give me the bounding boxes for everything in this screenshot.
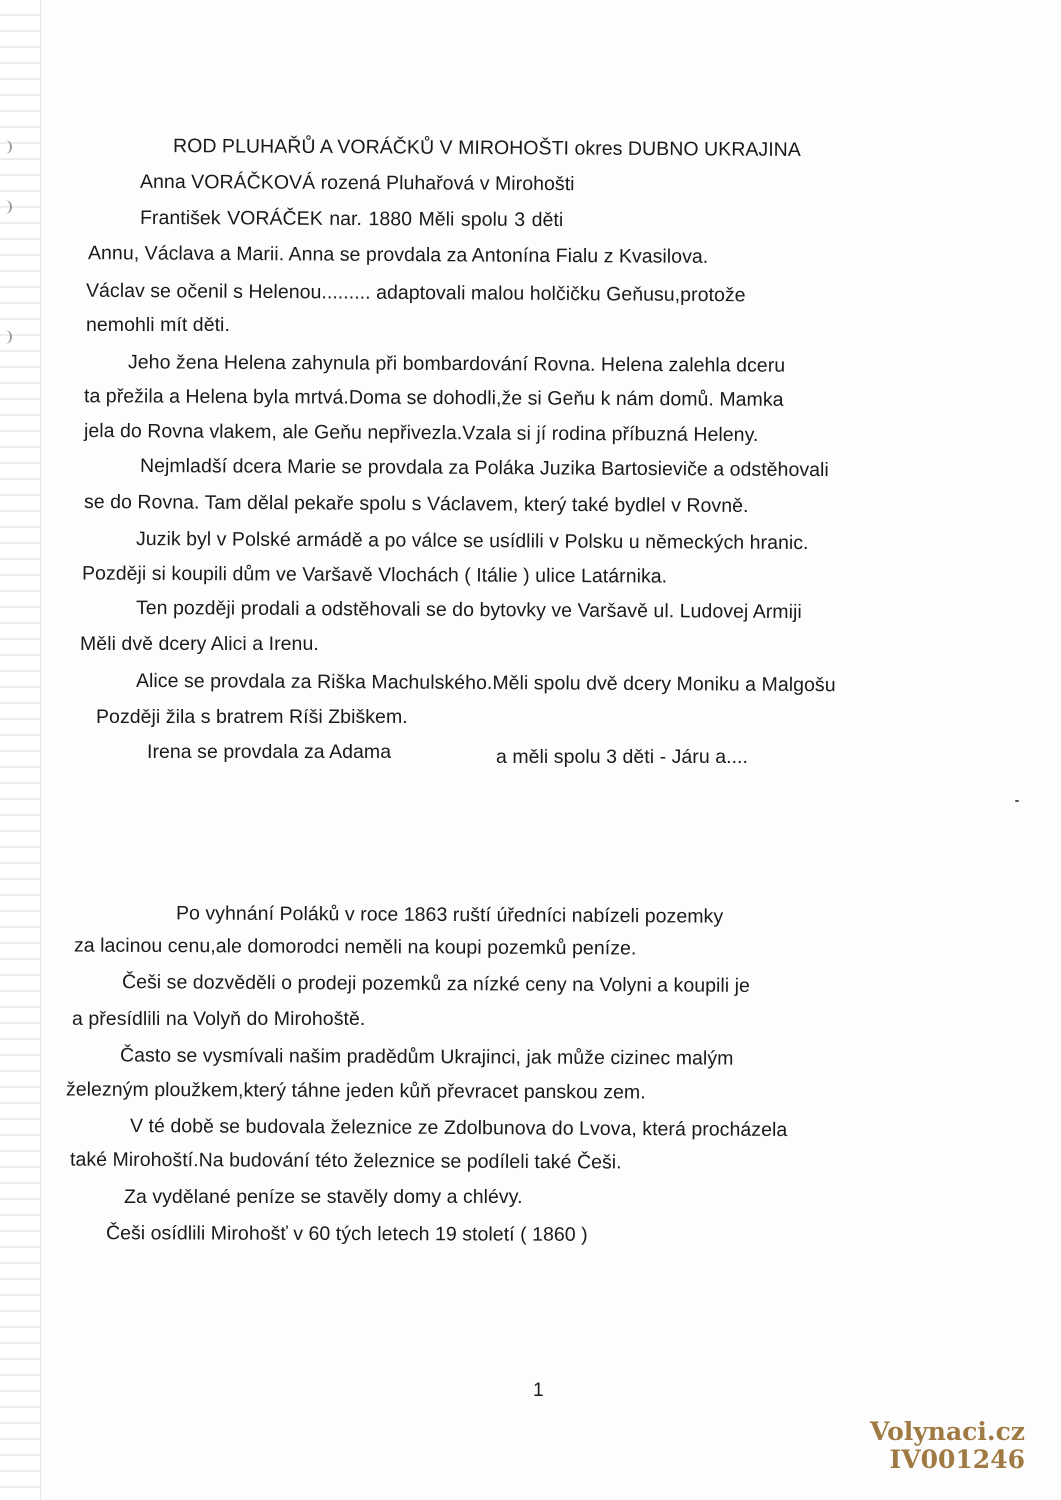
text-line: František VORÁČEK nar. 1880 Měli spolu 3 děti [139, 206, 564, 232]
punch-hole-icon [2, 330, 12, 344]
text-line: Irena se provdala za Adama [147, 741, 392, 763]
punch-hole-icon [2, 200, 12, 214]
text-line: a přesídlili na Volyň do Mirohoště. [72, 1008, 366, 1030]
text-line: Juzik byl v Polské armádě a po válce se usídlili v Polsku u německých hranic. [135, 527, 809, 555]
text-line: nemohli mít děti. [86, 314, 230, 336]
watermark-code: IV001246 [889, 1445, 1025, 1474]
text-line: ta přežila a Helena byla mrtvá.Doma se dohodli,že si Geňu k nám domů. Mamka [83, 385, 784, 411]
binder-pocket-edge [0, 0, 41, 1500]
document-title: ROD PLUHAŘŮ A VORÁČKŮ V MIROHOŠTI okres DUBNO UKRAJINA [172, 135, 801, 161]
text-line: Ten později prodali a odstěhovali se do bytovky ve Varšavě ul. Ludovej Armiji [135, 596, 802, 624]
text-line: Jeho žena Helena zahynula při bombardování Rovna. Helena zalehla dceru [127, 351, 786, 377]
text-line: Nejmladší dcera Marie se provdala za Poláka Juzika Bartosieviče a odstěhovali [139, 454, 829, 482]
text-line: Měli dvě dcery Alici a Irenu. [80, 633, 319, 655]
text-line: V té době se budovala železnice ze Zdolbunova do Lvova, která procházela [129, 1114, 788, 1142]
text-line: za lacinou cenu,ale domorodci neměli na koupi pozemků peníze. [73, 934, 637, 960]
text-line: také Mirohoští.Na budování této železnice se podíleli také Češi. [69, 1148, 622, 1174]
text-line: Alice se provdala za Riška Machulského.Měli spolu dvě dcery Moniku a Malgošu [135, 669, 836, 697]
text-line: Často se vysmívali našim pradědům Ukrajinci, jak může cizinec malým [119, 1044, 734, 1070]
text-line: a měli spolu 3 děti - Járu a.... [496, 746, 748, 768]
text-line: Po vyhnání Poláků v roce 1863 ruští úředníci nabízeli pozemky [175, 902, 724, 928]
text-line: Češi osídlili Mirohošť v 60 tých letech 19 století ( 1860 ) [105, 1222, 588, 1246]
text-line: Václav se očenil s Helenou......... adaptovali malou holčičku Geňusu,protože [85, 279, 746, 307]
text-line: Anna VORÁČKOVÁ rozená Pluhařová v Mirohošti [139, 170, 575, 196]
text-line: Annu, Václava a Marii. Anna se provdala za Antonína Fialu z Kvasilova. [87, 242, 709, 268]
text-line: železným ploužkem,který táhne jeden kůň převracet panskou zem. [65, 1078, 646, 1104]
page-number: 1 [533, 1380, 544, 1401]
text-line: Češi se dozvěděli o prodeji pozemků za nízké ceny na Volyni a koupili je [121, 971, 751, 997]
text-line: Později si koupili dům ve Varšavě Vlochách ( Itálie ) ulice Latárnika. [81, 562, 668, 588]
punch-hole-icon [2, 140, 12, 154]
text-line: Později žila s bratrem Ríši Zbiškem. [96, 706, 408, 728]
text-line: se do Rovna. Tam dělal pekaře spolu s Václavem, který také bydlel v Rovně. [83, 490, 749, 518]
watermark-site: Volynaci.cz [869, 1417, 1025, 1446]
text-line: Za vydělané peníze se stavěly domy a chlévy. [124, 1186, 523, 1208]
scan-speck [1015, 800, 1019, 802]
text-line: jela do Rovna vlakem, ale Geňu nepřivezla.Vzala si jí rodina příbuzná Heleny. [83, 419, 759, 447]
